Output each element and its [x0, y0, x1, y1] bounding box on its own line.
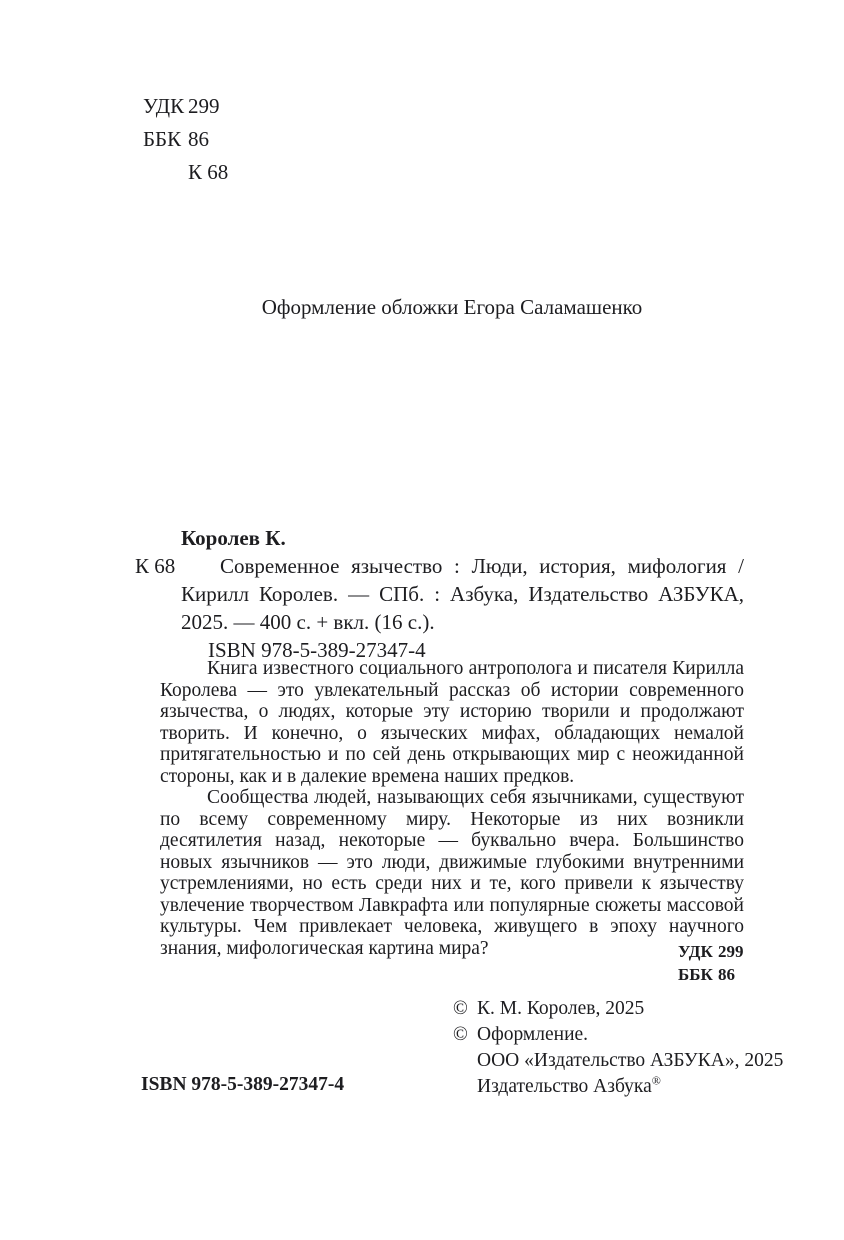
- udk-value: 299: [188, 94, 220, 118]
- copyright-design-text: Оформление.: [477, 1024, 589, 1045]
- bottom-udk-value: 299: [718, 942, 744, 961]
- copyright-line-author: [453, 996, 783, 1022]
- catalog-author-heading: Королев К.: [181, 526, 286, 550]
- bottom-isbn: ISBN 978-5-389-27347-4: [141, 1074, 345, 1095]
- copyright-publisher-text: ООО «Издательство АЗБУКА», 2025: [477, 1050, 784, 1071]
- copyright-block: [453, 996, 783, 1100]
- copyright-line-publisher: [453, 1048, 783, 1074]
- copyright-author-text: К. М. Королев, 2025: [477, 998, 645, 1019]
- bottom-udk-line: [678, 940, 744, 963]
- bottom-bbk-line: [678, 963, 744, 986]
- registered-trademark-mark: ®: [651, 1073, 661, 1088]
- copyright-trademark-text: Издательство Азбука: [477, 1076, 652, 1097]
- annotation-paragraph-1: Книга известного социального антрополога и писателя Кирилла Королева — это увлекательный рассказ об истории современного язычества, о людях, которые эту историю творили и продолжают творить. И конечно, о языческих мифах, обладающих немалой притягательностью и по сей день открывающих мир с неожиданной стороны, как и в далекие времена наших предков.: [160, 658, 744, 787]
- copyright-symbol: ©: [453, 1024, 468, 1045]
- catalog-description: [135, 552, 744, 636]
- bottom-bbk-value: 86: [718, 965, 735, 984]
- udk-line: [143, 90, 228, 123]
- catalog-isbn: ISBN 978-5-389-27347-4: [208, 638, 426, 662]
- catalog-card-label: К 68: [135, 554, 176, 578]
- udk-label: УДК: [143, 94, 185, 118]
- bbk-label: ББК: [143, 127, 182, 151]
- bbk-value: 86: [188, 127, 209, 151]
- bottom-classification-block: [678, 940, 744, 986]
- author-sign-line: [143, 156, 228, 189]
- copyright-symbol: ©: [453, 998, 468, 1019]
- bottom-bbk-label: ББК: [678, 965, 713, 984]
- catalog-card: [135, 524, 744, 664]
- author-sign: К 68: [188, 160, 229, 184]
- copyright-line-trademark: [453, 1074, 783, 1100]
- top-classification-block: [143, 90, 228, 189]
- annotation-block: [160, 658, 744, 959]
- catalog-description-text: Современное язычество : Люди, история, мифология / Кирилл Королев. — СПб. : Азбука, Издательство АЗБУКА, 2025. — 400 с. + вкл. (16 с.).: [181, 554, 744, 634]
- copyright-line-design: [453, 1022, 783, 1048]
- bottom-udk-label: УДК: [678, 942, 713, 961]
- cover-design-credit: Оформление обложки Егора Саламашенко: [261, 295, 643, 319]
- annotation-paragraph-2: Сообщества людей, называющих себя язычниками, существуют по всему современному миру. Некоторые из них возникли десятилетия назад, некоторые — буквально вчера. Большинство новых язычников — это люди, движимые глубокими внутренними устремлениями, но есть среди них и те, кого привели к язычеству увлечение творчеством Лавкрафта или популярные сюжеты массовой культуры. Чем привлекает человека, живущего в эпоху научного знания, мифологическая картина мира?: [160, 787, 744, 959]
- bbk-line: [143, 123, 228, 156]
